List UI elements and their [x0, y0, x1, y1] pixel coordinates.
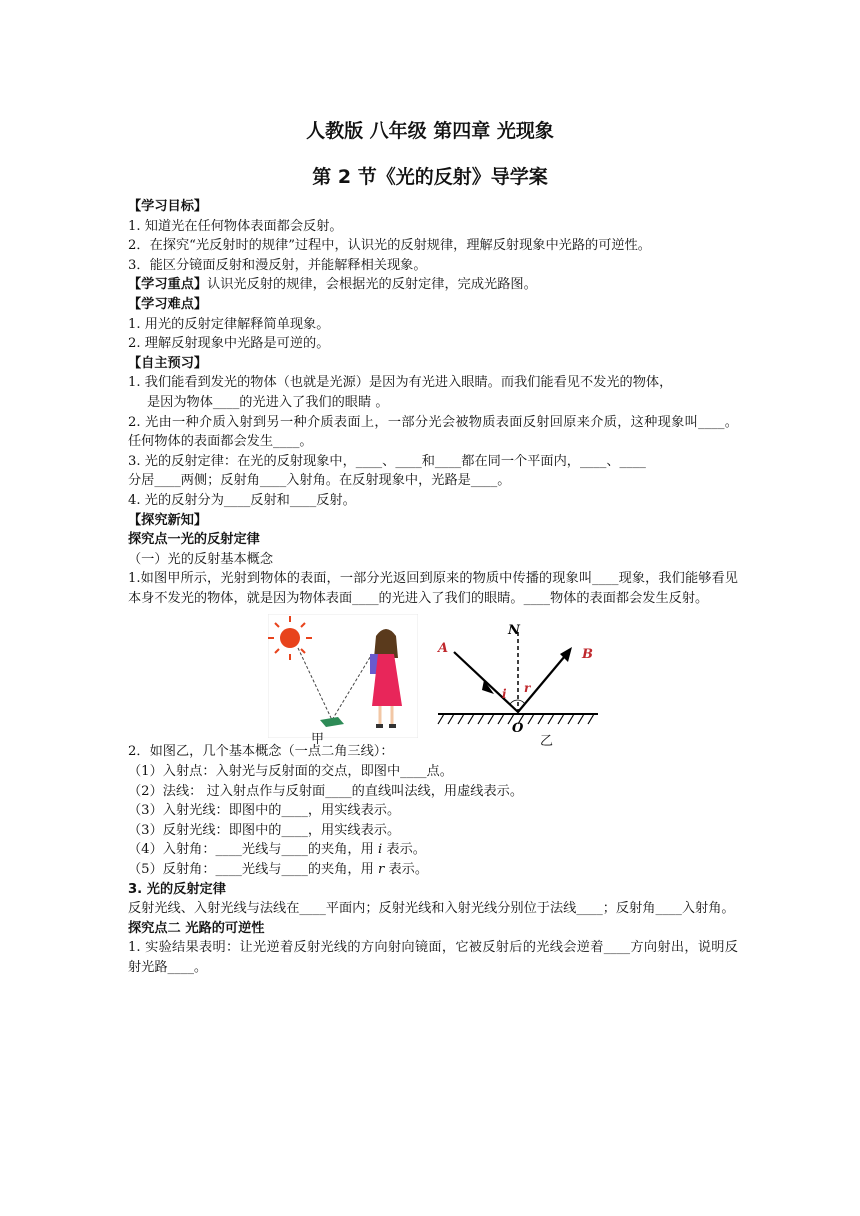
- label-A: A: [438, 641, 449, 657]
- preview-q3-cont: 分居____两侧；反射角____入射角。在反射现象中，光路是____。: [128, 473, 511, 489]
- explore-heading: 【探究新知】: [128, 512, 208, 528]
- difficulty-item: 1. 用光的反射定律解释简单现象。: [128, 316, 330, 332]
- label-O: O: [512, 721, 524, 735]
- key-point-line: [128, 275, 738, 295]
- angle-in-symbol: i: [377, 842, 383, 858]
- angle-out-text: （5）反射角：____光线与____的夹角，用: [128, 862, 378, 878]
- concept-angle-incidence: [128, 840, 738, 860]
- label-i: i: [502, 687, 507, 702]
- figure-b-caption: 乙: [540, 734, 554, 750]
- label-r: r: [524, 681, 531, 696]
- document-title: 人教版 八年级 第四章 光现象: [306, 120, 554, 142]
- preview-q1-cont: 是因为物体____的光进入了我们的眼睛 。: [147, 394, 389, 410]
- figure-a-illustration: [268, 614, 418, 738]
- difficulty-heading: 【学习难点】: [128, 296, 208, 312]
- key-point-heading: 【学习重点】: [128, 277, 208, 293]
- concept-item: （3）反射光线：即图中的____，用实线表示。: [128, 822, 401, 838]
- incident-ray: [454, 652, 518, 712]
- preview-q4: 4. 光的反射分为____反射和____反射。: [128, 492, 356, 508]
- explore-p1: 1.如图甲所示，光射到物体的表面，一部分光返回到原来的物质中传播的现象叫____现象，我们能够看见本身不发光的物体，就是因为物体表面____的光进入了我们的眼睛。____物体的表面都会发生反射。: [128, 571, 738, 606]
- explore-p2: 2．如图乙，几个基本概念（一点二角三线）：: [128, 744, 394, 760]
- angle-out-tail: 表示。: [384, 862, 429, 878]
- law-title: 3. 光的反射定律: [128, 881, 226, 897]
- law-text: 反射光线、入射光线与法线在____平面内；反射光线和入射光线分别位于法线____；反射角____入射角。: [128, 901, 735, 917]
- explore-sub1: （一）光的反射基本概念: [128, 551, 274, 567]
- objective-item: 3．能区分镜面反射和漫反射，并能解释相关现象。: [128, 257, 427, 273]
- label-N: N: [508, 623, 520, 639]
- key-point-text: 认识光反射的规律，会根据光的反射定律，完成光路图。: [207, 277, 537, 293]
- concept-item: （3）入射光线：即图中的____，用实线表示。: [128, 803, 401, 819]
- angle-in-tail: 表示。: [382, 842, 426, 858]
- explore-point2-title: 探究点二 光路的可逆性: [128, 920, 265, 936]
- preview-q2: 2. 光由一种介质入射到另一种介质表面上，一部分光会被物质表面反射回原来介质，这种现象叫____。任何物体的表面都会发生____。: [128, 414, 738, 450]
- preview-q1: 1. 我们能看到发光的物体（也就是光源）是因为有光进入眼睛。而我们能看见不发光的物体，: [128, 375, 673, 391]
- reversibility-text: 1. 实验结果表明：让光逆着反射光线的方向射向镜面，它被反射后的光线会逆着____方向射出，说明反射光路____。: [128, 940, 738, 975]
- preview-q3: 3. 光的反射定律：在光的反射现象中，____、____和____都在同一个平面内，____、____: [128, 453, 646, 469]
- objectives-heading: 【学习目标】: [128, 199, 208, 214]
- angle-out-symbol: r: [377, 862, 385, 878]
- concept-item: （2）法线： 过入射点作与反射面____的直线叫法线，用虚线表示。: [128, 783, 524, 799]
- concept-item: （1）入射点：入射光与反射面的交点，即图中____点。: [128, 764, 453, 780]
- figure-b-reflection-diagram: [432, 622, 604, 734]
- figure-a-caption: 甲: [311, 732, 325, 748]
- figures: [128, 612, 738, 750]
- lesson-title: 第 2 节《光的反射》导学案: [312, 166, 548, 188]
- objective-item: 2．在探究“光反射时的规律”过程中，认识光的反射规律，理解反射现象中光路的可逆性。: [128, 238, 651, 254]
- concept-angle-reflection: [128, 860, 738, 880]
- preview-heading: 【自主预习】: [128, 355, 208, 371]
- label-B: B: [582, 647, 593, 663]
- angle-in-text: （4）入射角：____光线与____的夹角，用: [128, 842, 378, 858]
- explore-point1-title: 探究点一光的反射定律: [128, 532, 260, 548]
- document-body: [128, 197, 738, 978]
- objective-item: 1. 知道光在任何物体表面都会反射。: [128, 218, 343, 234]
- difficulty-item: 2. 理解反射现象中光路是可逆的。: [128, 336, 330, 352]
